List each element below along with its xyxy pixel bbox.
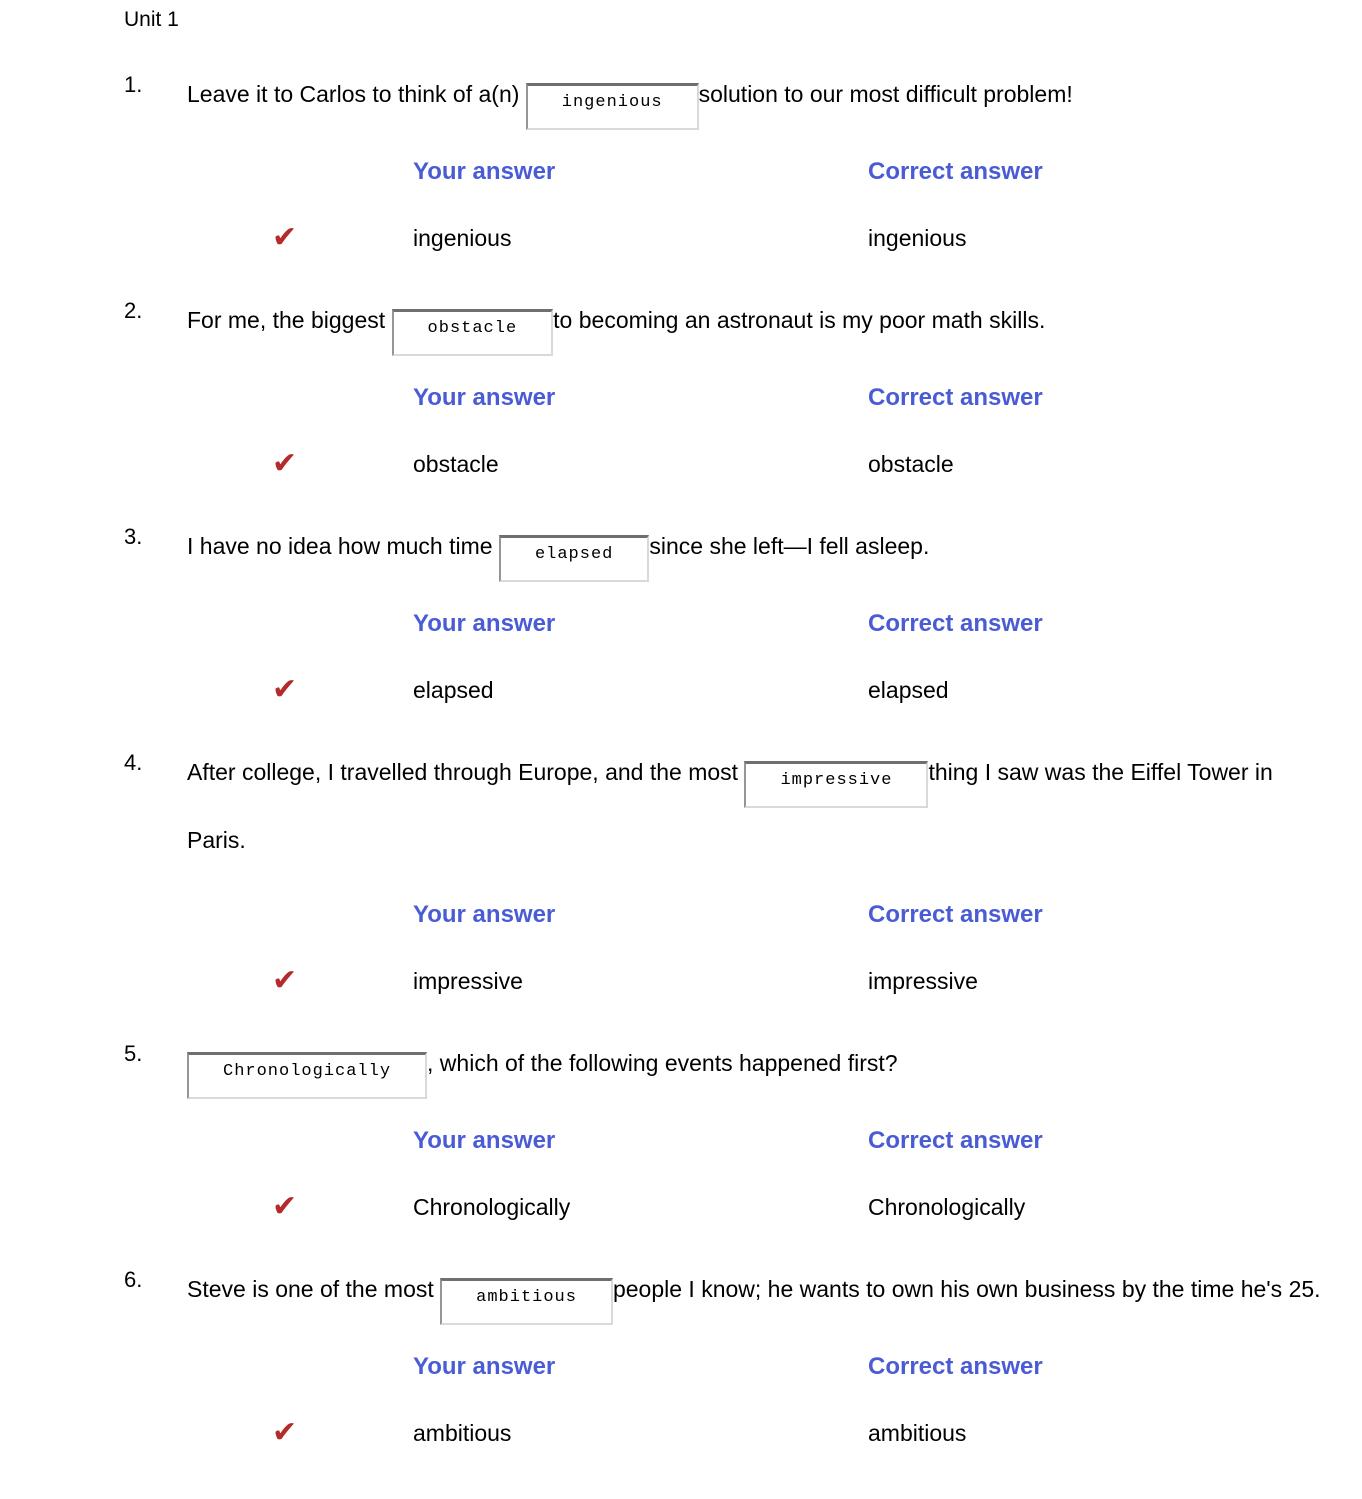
your-answer-header: Your answer [413,1353,556,1380]
your-answer-header: Your answer [413,158,556,185]
question-body [187,514,1326,704]
correct-check-icon: ✔ [272,1190,298,1223]
correct-answer-header: Correct answer [868,901,1043,928]
correct-answer-value: elapsed [868,677,949,703]
your-answer-value: obstacle [413,451,499,477]
correct-answer-value: impressive [868,968,978,994]
question-number: 3. [124,524,143,549]
question-sentence [187,62,1326,130]
question-number: 6. [124,1267,143,1292]
answer-table [272,1353,1326,1447]
question [124,1257,1326,1447]
question-body [187,740,1326,995]
sentence-pre-text: For me, the biggest [187,307,392,333]
your-answer-value: elapsed [413,677,494,703]
correct-answer-value: ambitious [868,1420,967,1446]
correct-answer-value: ingenious [868,225,967,251]
sentence-pre-text: Steve is one of the most [187,1276,441,1302]
question-sentence [187,514,1326,582]
question-sentence [187,1257,1326,1325]
answer-table [272,1127,1326,1221]
result-cell [272,447,413,480]
question [124,514,1326,704]
question-sentence [187,288,1326,356]
answer-input[interactable]: impressive [744,761,928,808]
question-body [187,288,1326,478]
sentence-pre-text: After college, I travelled through Europe, and the most [187,759,745,785]
correct-answer-value: Chronologically [868,1194,1026,1220]
sentence-post-text: to becoming an astronaut is my poor math skills. [553,307,1046,333]
sentence-post-text: since she left—I fell asleep. [649,533,930,559]
question-body [187,1257,1326,1447]
question-number: 2. [124,298,143,323]
result-cell [272,964,413,997]
correct-answer-value: obstacle [868,451,954,477]
sentence-pre-text: Leave it to Carlos to think of a(n) [187,81,526,107]
answer-input[interactable]: obstacle [392,309,554,356]
your-answer-header: Your answer [413,610,556,637]
answer-input[interactable]: Chronologically [187,1052,427,1099]
your-answer-value: ambitious [413,1420,512,1446]
question-body [187,1031,1326,1221]
question [124,1031,1326,1221]
your-answer-value: impressive [413,968,523,994]
answer-table [272,158,1326,252]
result-cell [272,1416,413,1449]
correct-check-icon: ✔ [272,447,298,480]
correct-answer-header: Correct answer [868,158,1043,185]
sentence-post-text: , which of the following events happened first? [427,1050,898,1076]
your-answer-header: Your answer [413,1127,556,1154]
sentence-post-text: thing I saw was the Eiffel Tower in Paris. [187,759,1273,853]
correct-answer-header: Correct answer [868,1127,1043,1154]
answer-table [272,901,1326,995]
correct-check-icon: ✔ [272,673,298,706]
correct-answer-header: Correct answer [868,384,1043,411]
question-number: 1. [124,72,143,97]
result-cell [272,673,413,706]
answer-input[interactable]: elapsed [499,535,649,582]
question-number: 5. [124,1041,143,1066]
correct-check-icon: ✔ [272,1416,298,1449]
question-sentence [187,740,1326,873]
answer-table [272,610,1326,704]
question-body [187,62,1326,252]
sentence-post-text: solution to our most difficult problem! [698,81,1073,107]
correct-answer-header: Correct answer [868,610,1043,637]
result-cell [272,221,413,254]
correct-check-icon: ✔ [272,221,298,254]
question-list [124,62,1326,1447]
your-answer-header: Your answer [413,901,556,928]
your-answer-value: ingenious [413,225,512,251]
question-number: 4. [124,750,143,775]
question-sentence [187,1031,1326,1099]
question [124,62,1326,252]
sentence-pre-text: I have no idea how much time [187,533,499,559]
question [124,288,1326,478]
answer-table [272,384,1326,478]
correct-answer-header: Correct answer [868,1353,1043,1380]
correct-check-icon: ✔ [272,964,298,997]
result-cell [272,1190,413,1223]
sentence-post-text: people I know; he wants to own his own business by the time he's 25. [612,1276,1321,1302]
your-answer-header: Your answer [413,384,556,411]
question [124,740,1326,995]
answer-input[interactable]: ambitious [440,1278,613,1325]
unit-title: Unit 1 [124,8,179,31]
your-answer-value: Chronologically [413,1194,571,1220]
answer-input[interactable]: ingenious [526,83,699,130]
